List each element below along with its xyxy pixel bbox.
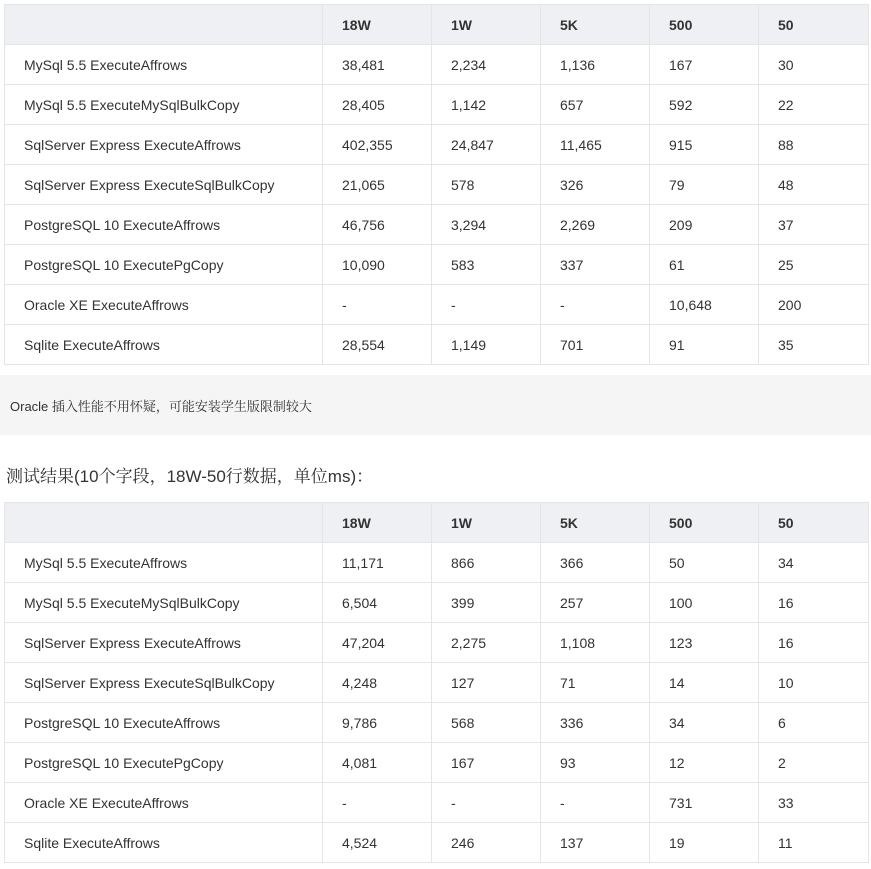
row-label: SqlServer Express ExecuteAffrows [5, 125, 323, 165]
table-cell: 9,786 [323, 703, 432, 743]
table-cell: 28,554 [323, 325, 432, 365]
table-cell: 578 [432, 165, 541, 205]
table-cell: 866 [432, 543, 541, 583]
table-cell: 6,504 [323, 583, 432, 623]
table-cell: 93 [541, 743, 650, 783]
table-cell: 34 [650, 703, 759, 743]
table-cell: 123 [650, 623, 759, 663]
table-cell: 10 [759, 663, 869, 703]
table-cell: 37 [759, 205, 869, 245]
table-row [5, 205, 869, 245]
table-cell: 16 [759, 583, 869, 623]
row-label: MySql 5.5 ExecuteAffrows [5, 543, 323, 583]
table-row [5, 245, 869, 285]
table-cell: 16 [759, 623, 869, 663]
note-text: Oracle 插入性能不用怀疑，可能安装学生版限制较大 [10, 398, 312, 414]
table-cell: - [432, 783, 541, 823]
table-cell: - [323, 285, 432, 325]
header-cell [5, 5, 323, 45]
table-row [5, 743, 869, 783]
row-label: MySql 5.5 ExecuteMySqlBulkCopy [5, 85, 323, 125]
table-cell: 366 [541, 543, 650, 583]
row-label: Oracle XE ExecuteAffrows [5, 285, 323, 325]
table-cell: 10,648 [650, 285, 759, 325]
header-cell: 50 [759, 503, 869, 543]
row-label: MySql 5.5 ExecuteMySqlBulkCopy [5, 583, 323, 623]
table-cell: 11,171 [323, 543, 432, 583]
table-cell: 47,204 [323, 623, 432, 663]
benchmark-table-2 [4, 502, 869, 863]
row-label: PostgreSQL 10 ExecutePgCopy [5, 743, 323, 783]
table-cell: 1,149 [432, 325, 541, 365]
table-cell: 127 [432, 663, 541, 703]
table-cell: 200 [759, 285, 869, 325]
table-cell: 14 [650, 663, 759, 703]
table-cell: 10,090 [323, 245, 432, 285]
table-cell: 731 [650, 783, 759, 823]
table-cell: 19 [650, 823, 759, 863]
table-cell: 2,234 [432, 45, 541, 85]
table-cell: 28,405 [323, 85, 432, 125]
table-cell: 337 [541, 245, 650, 285]
table-cell: 88 [759, 125, 869, 165]
row-label: SqlServer Express ExecuteSqlBulkCopy [5, 663, 323, 703]
table-cell: 1,136 [541, 45, 650, 85]
table-row [5, 783, 869, 823]
header-cell: 500 [650, 503, 759, 543]
table-row [5, 823, 869, 863]
row-label: Oracle XE ExecuteAffrows [5, 783, 323, 823]
table-header-row [5, 503, 869, 543]
table-cell: 336 [541, 703, 650, 743]
table-cell: 25 [759, 245, 869, 285]
table-cell: - [432, 285, 541, 325]
table-cell: 91 [650, 325, 759, 365]
table-row [5, 543, 869, 583]
table-cell: 657 [541, 85, 650, 125]
table-cell: - [323, 783, 432, 823]
row-label: SqlServer Express ExecuteSqlBulkCopy [5, 165, 323, 205]
header-cell: 1W [432, 5, 541, 45]
table-cell: 71 [541, 663, 650, 703]
section-heading: 测试结果(10个字段，18W-50行数据，单位ms)： [6, 467, 374, 486]
table-row [5, 45, 869, 85]
table-cell: 35 [759, 325, 869, 365]
table-cell: 38,481 [323, 45, 432, 85]
table-cell: 4,524 [323, 823, 432, 863]
table-cell: 701 [541, 325, 650, 365]
table-cell: 11,465 [541, 125, 650, 165]
row-label: PostgreSQL 10 ExecutePgCopy [5, 245, 323, 285]
table-cell: 915 [650, 125, 759, 165]
table-cell: 21,065 [323, 165, 432, 205]
table-cell: 568 [432, 703, 541, 743]
table-row [5, 125, 869, 165]
table-cell: 50 [650, 543, 759, 583]
header-cell: 500 [650, 5, 759, 45]
row-label: SqlServer Express ExecuteAffrows [5, 623, 323, 663]
row-label: PostgreSQL 10 ExecuteAffrows [5, 703, 323, 743]
table-row [5, 285, 869, 325]
table-row [5, 583, 869, 623]
table-cell: 209 [650, 205, 759, 245]
table-cell: 167 [650, 45, 759, 85]
table-cell: 12 [650, 743, 759, 783]
row-label: PostgreSQL 10 ExecuteAffrows [5, 205, 323, 245]
table-cell: 34 [759, 543, 869, 583]
table-cell: 100 [650, 583, 759, 623]
table-row [5, 325, 869, 365]
table-cell: 33 [759, 783, 869, 823]
table-cell: 24,847 [432, 125, 541, 165]
table-cell: 167 [432, 743, 541, 783]
table-cell: 61 [650, 245, 759, 285]
table-cell: 137 [541, 823, 650, 863]
table-cell: 399 [432, 583, 541, 623]
table-cell: 583 [432, 245, 541, 285]
table-cell: 592 [650, 85, 759, 125]
table-cell: - [541, 783, 650, 823]
table-cell: 11 [759, 823, 869, 863]
row-label: Sqlite ExecuteAffrows [5, 823, 323, 863]
header-cell: 18W [323, 5, 432, 45]
table-cell: 79 [650, 165, 759, 205]
table-row [5, 703, 869, 743]
table-cell: 1,108 [541, 623, 650, 663]
header-cell: 50 [759, 5, 869, 45]
header-cell [5, 503, 323, 543]
table-cell: 2,275 [432, 623, 541, 663]
table-cell: 22 [759, 85, 869, 125]
table-cell: 48 [759, 165, 869, 205]
table-cell: 3,294 [432, 205, 541, 245]
header-cell: 5K [541, 5, 650, 45]
table-row [5, 663, 869, 703]
table-cell: 326 [541, 165, 650, 205]
note-block [0, 375, 871, 435]
table-cell: 1,142 [432, 85, 541, 125]
table-cell: 402,355 [323, 125, 432, 165]
header-cell: 18W [323, 503, 432, 543]
table-cell: 4,248 [323, 663, 432, 703]
table-row [5, 165, 869, 205]
table-cell: 257 [541, 583, 650, 623]
row-label: MySql 5.5 ExecuteAffrows [5, 45, 323, 85]
table-cell: 246 [432, 823, 541, 863]
table-row [5, 623, 869, 663]
row-label: Sqlite ExecuteAffrows [5, 325, 323, 365]
benchmark-table-1 [4, 4, 869, 365]
table-cell: 30 [759, 45, 869, 85]
table-cell: 2 [759, 743, 869, 783]
table-cell: 4,081 [323, 743, 432, 783]
table-row [5, 85, 869, 125]
table-cell: - [541, 285, 650, 325]
table-cell: 2,269 [541, 205, 650, 245]
header-cell: 5K [541, 503, 650, 543]
table-cell: 46,756 [323, 205, 432, 245]
table-header-row [5, 5, 869, 45]
table-cell: 6 [759, 703, 869, 743]
header-cell: 1W [432, 503, 541, 543]
